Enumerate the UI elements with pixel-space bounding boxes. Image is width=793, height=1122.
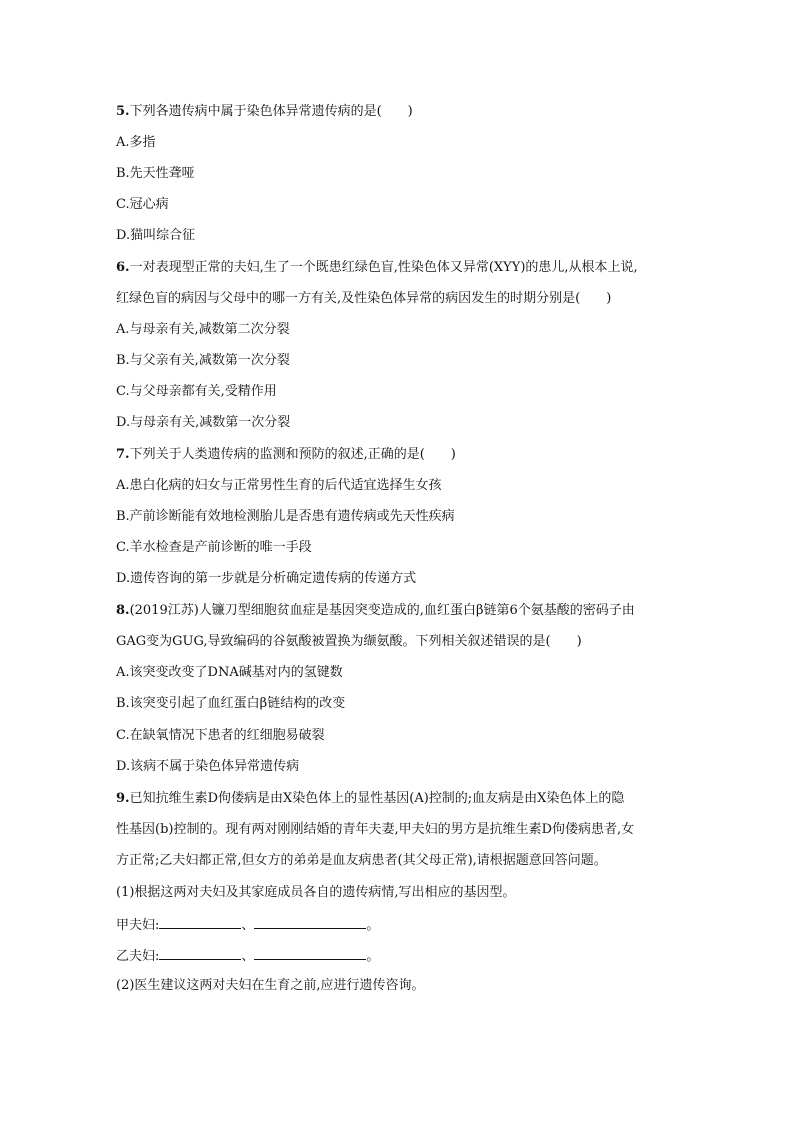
question-8-stem-line-2: GAG变为GUG,导致编码的谷氨酸被置换为缬氨酸。下列相关叙述错误的是( ) (116, 634, 582, 649)
option-d: D.与母亲有关,减数第一次分裂 (116, 415, 291, 430)
option-c: C.与父母亲都有关,受精作用 (116, 384, 277, 399)
question-number: 9. (116, 791, 130, 806)
couple-b-label: 乙夫妇: (116, 949, 160, 964)
option-a: A.患白化病的妇女与正常男性生育的后代适宜选择生女孩 (116, 478, 442, 493)
question-7-stem: 7.下列关于人类遗传病的监测和预防的叙述,正确的是( ) (116, 447, 456, 462)
separator: 、 (241, 918, 255, 933)
question-9-stem: 9.已知抗维生素D佝偻病是由X染色体上的显性基因(A)控制的;血友病是由X染色体上的隐 (116, 791, 625, 806)
couple-a-answer-row (116, 916, 379, 934)
option-d: D.遗传咨询的第一步就是分析确定遗传病的传递方式 (116, 571, 417, 586)
answer-blank[interactable] (254, 916, 366, 929)
answer-blank[interactable] (159, 947, 241, 960)
question-9-stem-line-2: 性基因(b)控制的。现有两对刚刚结婚的青年夫妻,甲夫妇的男方是抗维生素D佝偻病患者,女 (116, 822, 635, 837)
period: 。 (366, 918, 380, 933)
option-b: B.先天性聋哑 (116, 166, 195, 181)
question-number: 5. (116, 104, 130, 119)
question-number: 8. (116, 603, 130, 618)
question-9-stem-line-3: 方正常;乙夫妇都正常,但女方的弟弟是血友病患者(其父母正常),请根据题意回答问题。 (116, 853, 607, 868)
question-6-stem: 6.一对表现型正常的夫妇,生了一个既患红绿色盲,性染色体又异常(XYY)的患儿,从根本上说, (116, 260, 638, 275)
option-c: C.冠心病 (116, 197, 169, 212)
question-8-stem: 8.(2019江苏)人镰刀型细胞贫血症是基因突变造成的,血红蛋白β链第6个氨基酸的密码子由 (116, 603, 635, 618)
option-d: D.该病不属于染色体异常遗传病 (116, 759, 300, 774)
option-a: A.多指 (116, 135, 156, 150)
answer-blank[interactable] (159, 916, 241, 929)
question-5-stem: 5.下列各遗传病中属于染色体异常遗传病的是( ) (116, 104, 413, 119)
option-b: B.该突变引起了血红蛋白β链结构的改变 (116, 696, 346, 711)
couple-a-label: 甲夫妇: (116, 918, 160, 933)
couple-b-answer-row (116, 947, 379, 965)
option-a: A.与母亲有关,减数第二次分裂 (116, 322, 290, 337)
option-b: B.与父亲有关,减数第一次分裂 (116, 353, 290, 368)
option-c: C.在缺氧情况下患者的红细胞易破裂 (116, 728, 325, 743)
option-d: D.猫叫综合征 (116, 228, 196, 243)
answer-blank[interactable] (254, 947, 366, 960)
option-a: A.该突变改变了DNA碱基对内的氢键数 (116, 665, 343, 680)
question-6-stem-line-2: 红绿色盲的病因与父母中的哪一方有关,及性染色体异常的病因发生的时期分别是( ) (116, 291, 612, 306)
question-number: 6. (116, 260, 130, 275)
period: 。 (366, 949, 380, 964)
option-c: C.羊水检查是产前诊断的唯一手段 (116, 540, 312, 555)
question-9-subquestion-1: (1)根据这两对夫妇及其家庭成员各自的遗传病情,写出相应的基因型。 (116, 885, 516, 900)
option-b: B.产前诊断能有效地检测胎儿是否患有遗传病或先天性疾病 (116, 509, 455, 524)
question-9-subquestion-2: (2)医生建议这两对夫妇在生育之前,应进行遗传咨询。 (116, 978, 425, 993)
separator: 、 (241, 949, 255, 964)
question-number: 7. (116, 447, 130, 462)
